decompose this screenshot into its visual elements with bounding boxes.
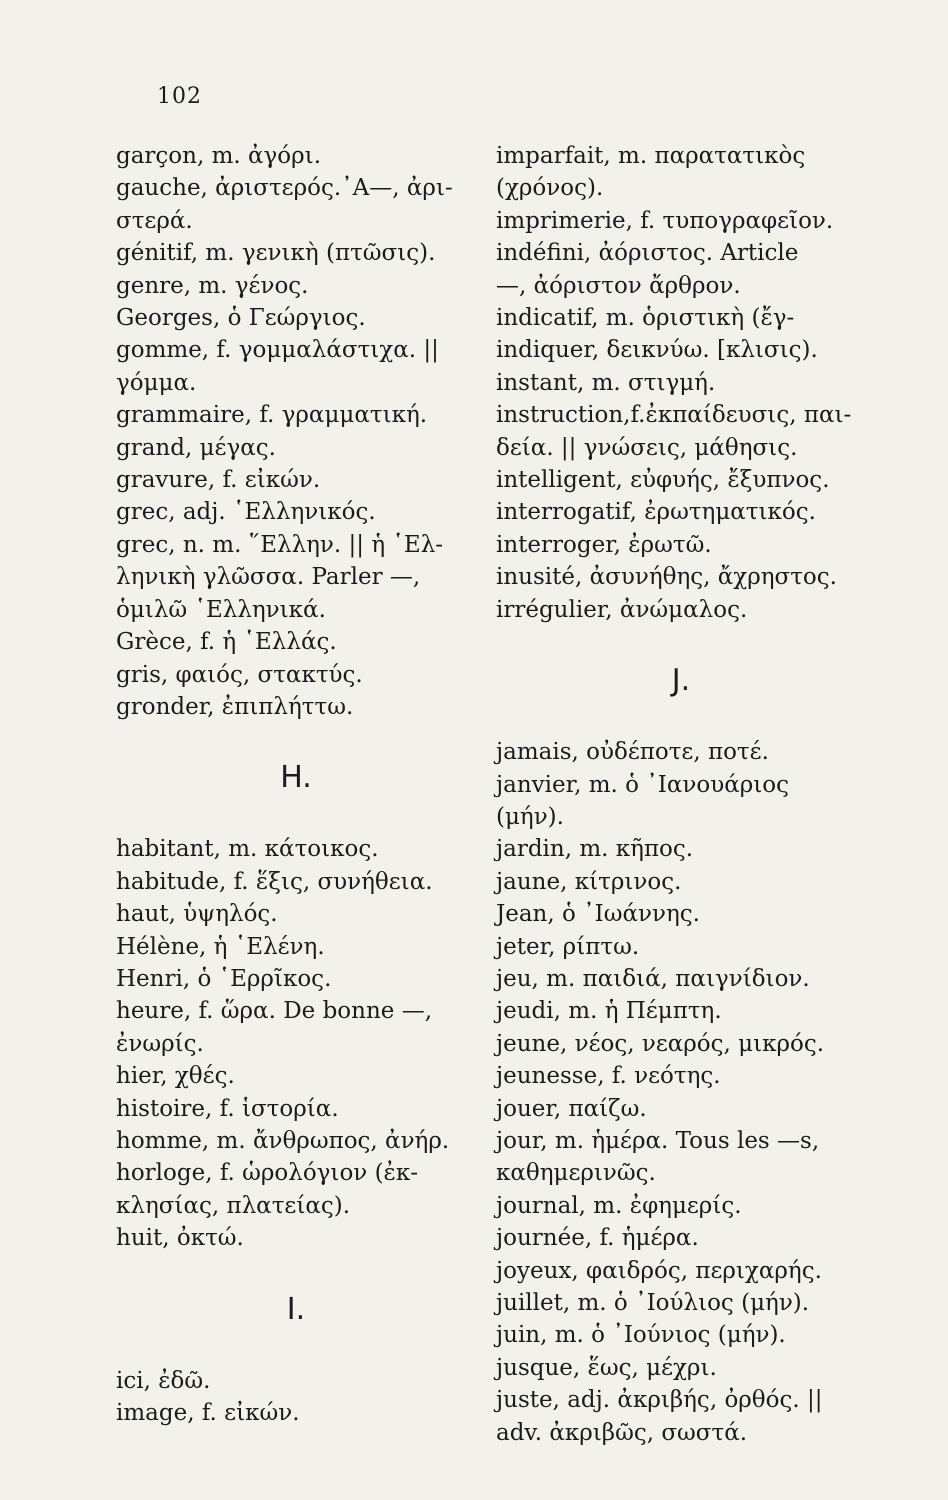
dictionary-entry [496,205,876,237]
dictionary-entry [116,866,486,898]
entry-line: grec, n. m. ῞Ελλην. || ἡ ῾Ελ- [116,531,444,558]
entry-line: grand, μέγας. [116,434,276,461]
entry-line: gomme, f. γομμαλάστιχα. || [116,337,439,364]
entry-line: (χρόνος). [496,175,604,202]
entry-line: jeter, ρίπτω. [496,933,640,960]
dictionary-entry [116,691,486,723]
entry-line: habitude, f. ἕξις, συνήθεια. [116,868,433,895]
dictionary-entry [116,399,486,431]
entry-line: image, f. εἰκών. [116,1400,300,1426]
entry-line: irrégulier, ἀνώμαλος. [496,596,748,623]
dictionary-entry [116,1397,486,1429]
dictionary-entry [496,399,876,464]
entry-line: jouer, παίζω. [496,1095,647,1122]
dictionary-entry [496,1222,876,1254]
entry-line: histoire, f. ἱστορία. [116,1095,339,1122]
entry-line: haut, ὑψηλός. [116,901,278,928]
entry-line: jusque, ἕως, μέχρι. [496,1354,717,1381]
dictionary-entry [116,963,486,995]
dictionary-entry [116,659,486,691]
dictionary-entry [496,496,876,528]
section-letter: I. [286,1291,306,1327]
entry-line: huit, ὀκτώ. [116,1225,244,1252]
dictionary-entry [496,529,876,561]
dictionary-entry [496,1352,876,1384]
entry-line: homme, m. ἄνθρωπος, ἀνήρ. [116,1127,450,1154]
dictionary-entry [496,931,876,963]
dictionary-entry [116,270,486,302]
section-letter: H. [280,760,312,796]
dictionary-entry [116,1060,486,1092]
dictionary-entry [496,736,876,768]
entry-line: instruction,f.ἐκπαίδευσις, παι- [496,402,852,429]
entry-line: Hélène, ἡ ῾Ελένη. [116,933,325,960]
entry-line: intelligent, εὐφυής, ἔξυπνος. [496,467,830,494]
dictionary-entry [496,1190,876,1222]
dictionary-entry [496,1060,876,1092]
entry-line: Henri, ὁ ῾Ερρῖκος. [116,965,332,992]
dictionary-entry [496,898,876,930]
entry-line: Jean, ὁ ᾿Ιωάννης. [496,901,700,928]
entry-line: Georges, ὁ Γεώργιος. [116,305,366,332]
dictionary-entry [496,1125,876,1190]
dictionary-entry [116,931,486,963]
dictionary-entry [496,1319,876,1351]
entry-line: journal, m. ἐφημερίς. [496,1192,742,1219]
right-column [496,140,876,1449]
entry-line: —, ἀόριστον ἄρθρον. [496,272,741,299]
entry-line: juin, m. ὁ ᾿Ιούνιος (μήν). [496,1322,786,1349]
entry-line: jeunesse, f. νεότης. [496,1063,721,1090]
entry-line: ὁμιλῶ ῾Ελληνικά. [116,596,326,623]
section-letter: J. [671,663,691,699]
entry-line: ici, ἐδῶ. [116,1367,211,1394]
entry-line: gravure, f. εἰκών. [116,467,321,494]
dictionary-entry [496,833,876,865]
entry-line: jaune, κίτρινος. [496,868,682,895]
dictionary-entry [496,334,876,366]
dictionary-entry [496,769,876,834]
entry-line: gronder, ἐπιπλήττω. [116,693,354,720]
entry-line: grammaire, f. γραμματική. [116,402,428,429]
dictionary-entry [496,302,876,334]
entry-line: indéfini, ἀόριστος. Article [496,240,799,267]
dictionary-entry [496,1028,876,1060]
dictionary-entry [116,995,486,1060]
dictionary-entry [496,367,876,399]
dictionary-entry [496,464,876,496]
dictionary-entry [116,302,486,334]
dictionary-entry [496,1255,876,1287]
dictionary-entry [496,1287,876,1319]
dictionary-entry [116,1157,486,1222]
entry-line: habitant, m. κάτοικος. [116,836,379,863]
entry-line: gauche, ἀριστερός.᾿Α—, ἀρι- [116,175,453,202]
dictionary-entry [496,963,876,995]
entry-line: imprimerie, f. τυπογραφεῖον. [496,207,834,234]
entry-line: juste, adj. ἀκριβής, ὀρθός. || [496,1387,823,1414]
dictionary-entry [116,432,486,464]
entry-line: joyeux, φαιδρός, περιχαρής. [496,1257,822,1284]
entry-line: imparfait, m. παρατατικὸς [496,143,806,169]
entry-line: ληνικὴ γλῶσσα. Parler —, [116,564,421,591]
entry-line: jeu, m. παιδιά, παιγνίδιον. [496,965,810,992]
dictionary-entry [496,594,876,626]
page-number: 102 [157,84,202,109]
entry-line: garçon, m. ἀγόρι. [116,143,322,169]
entry-line: indicatif, m. ὁριστικὴ (ἔγ- [496,305,795,332]
entry-line: ἐνωρίς. [116,1030,204,1057]
entry-line: genre, m. γένος. [116,272,309,299]
dictionary-entry [116,1365,486,1397]
dictionary-entry [496,140,876,205]
left-column [116,140,486,1429]
entry-line: journée, f. ἡμέρα. [496,1225,699,1252]
entry-line: (μήν). [496,803,564,830]
entry-line: Grèce, f. ἡ ῾Ελλάς. [116,629,337,656]
entry-line: heure, f. ὥρα. De bonne —, [116,998,433,1025]
entry-line: γόμμα. [116,369,197,396]
entry-line: jour, m. ἡμέρα. Tous les —s, [496,1127,820,1154]
dictionary-entry [116,833,486,865]
dictionary-entry [116,334,486,399]
dictionary-entry [496,866,876,898]
entry-line: gris, φαιός, στακτύς. [116,661,363,688]
entry-line: juillet, m. ὁ ᾿Ιούλιος (μήν). [496,1290,810,1316]
dictionary-entry [116,529,486,626]
entry-line: jeune, νέος, νεαρός, μικρός. [496,1030,825,1057]
entry-line: καθημερινῶς. [496,1160,656,1187]
entry-line: interrogatif, ἐρωτηματικός. [496,499,816,526]
entry-line: κλησίας, πλατείας). [116,1192,351,1219]
entry-line: janvier, m. ὁ ᾿Ιανουάριος [496,771,790,798]
dictionary-entry [496,1093,876,1125]
entry-line: instant, m. στιγμή. [496,369,716,396]
dictionary-entry [116,237,486,269]
dictionary-entry [116,898,486,930]
entry-line: grec, adj. ῾Ελληνικός. [116,499,376,526]
dictionary-entry [116,496,486,528]
dictionary-entry [116,464,486,496]
dictionary-entry [496,1384,876,1449]
dictionary-entry [116,1125,486,1157]
entry-line: indiquer, δεικνύω. [κλισις). [496,337,818,364]
entry-line: στερά. [116,207,193,234]
entry-line: horloge, f. ὡρολόγιον (ἐκ- [116,1160,419,1187]
dictionary-entry [496,995,876,1027]
dictionary-entry [116,1222,486,1254]
dictionary-entry [496,561,876,593]
dictionary-entry [116,140,486,172]
entry-line: interroger, ἐρωτῶ. [496,531,712,558]
entry-line: inusité, ἀσυνήθης, ἄχρηστος. [496,564,837,591]
entry-line: génitif, m. γενικὴ (πτῶσις). [116,240,436,267]
entry-line: jamais, οὐδέποτε, ποτέ. [496,739,769,766]
entry-line: adv. ἀκριβῶς, σωστά. [496,1419,748,1446]
entry-line: jeudi, m. ἡ Πέμπτη. [496,998,722,1025]
entry-line: jardin, m. κῆπος. [496,836,694,863]
dictionary-entry [116,626,486,658]
dictionary-entry [496,237,876,302]
dictionary-entry [116,172,486,237]
dictionary-entry [116,1093,486,1125]
entry-line: hier, χθές. [116,1063,235,1090]
entry-line: δεία. || γνώσεις, μάθησις. [496,434,798,461]
